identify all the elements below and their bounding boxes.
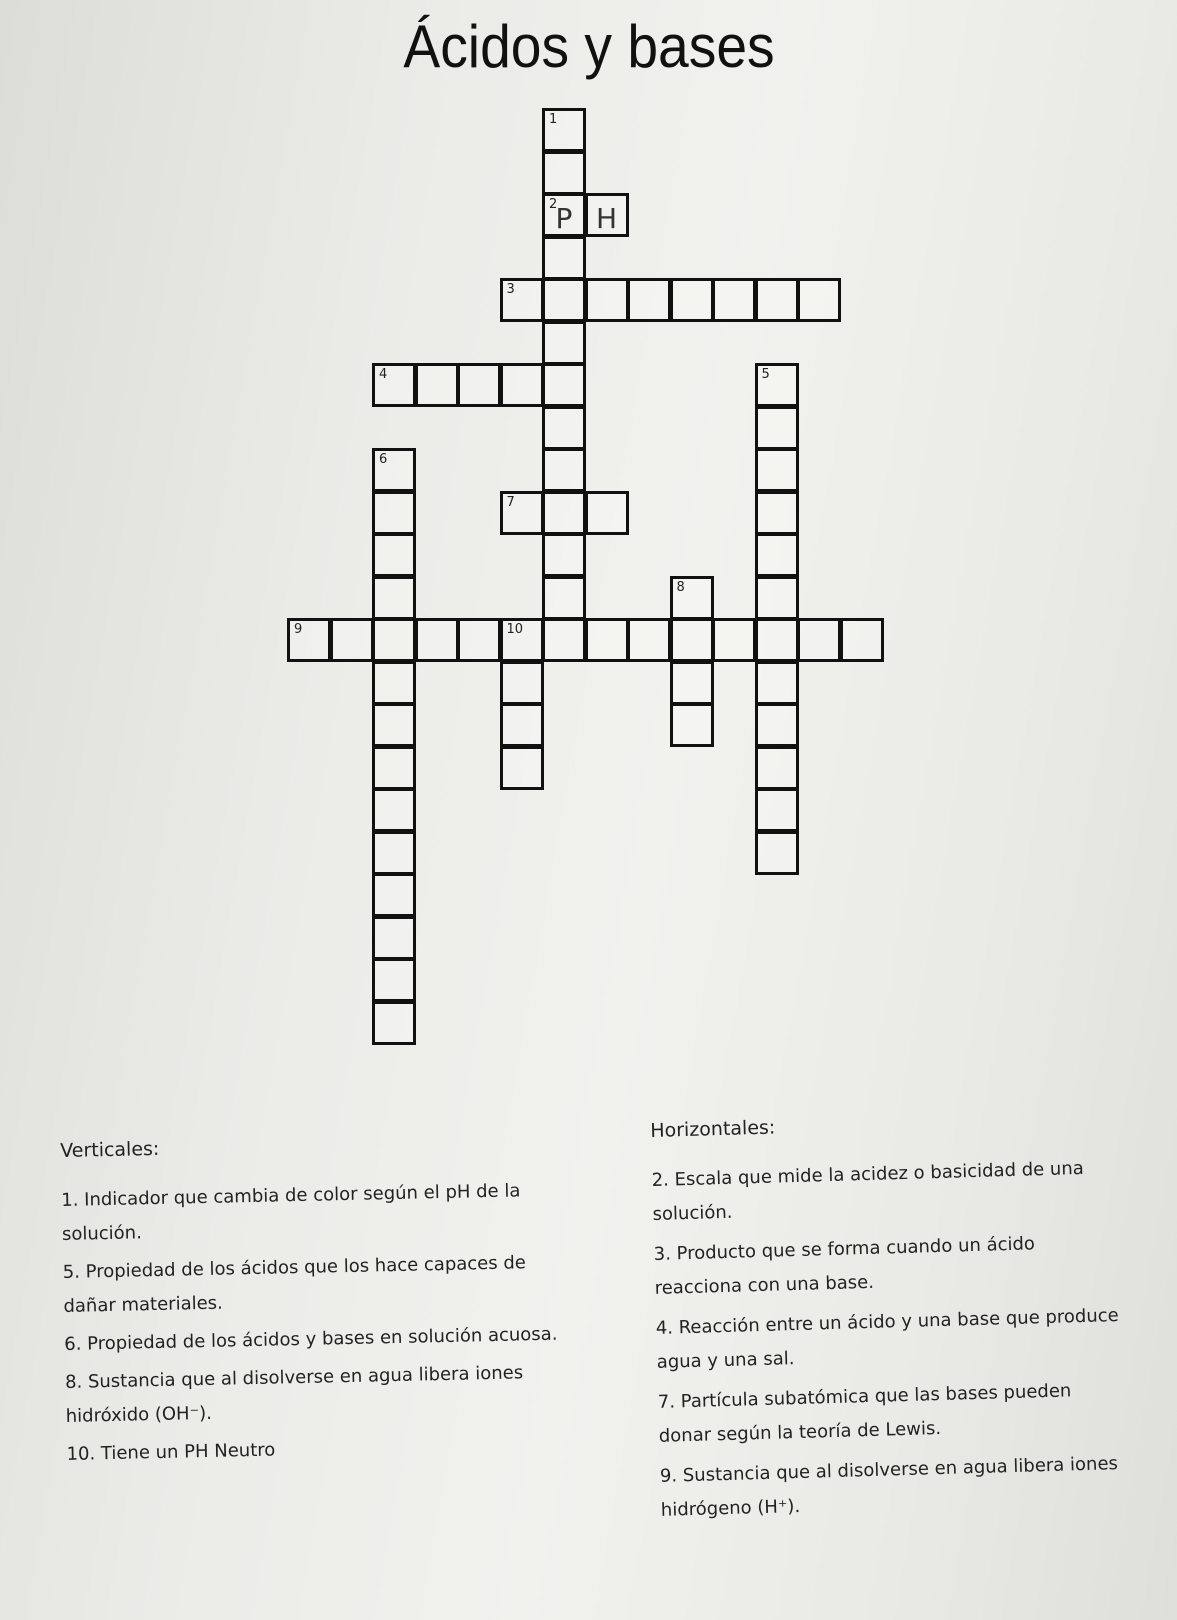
crossword-cell <box>755 491 799 535</box>
crossword-cell <box>372 363 416 407</box>
clue-5-down: 5. Propiedad de los ácidos que los hace capaces de dañar materiales. <box>62 1252 527 1317</box>
clue-2-across: 2. Escala que mide la acidez o basicidad de una solución. <box>651 1157 1085 1225</box>
crossword-cell <box>542 533 586 577</box>
crossword-cell <box>500 363 544 407</box>
crossword-cell <box>372 448 416 492</box>
crossword-cell <box>755 576 799 620</box>
crossword-cell <box>755 618 799 662</box>
crossword-cell <box>755 661 799 705</box>
clue-number: 10 <box>506 622 524 637</box>
clue-9-across: 9. Sustancia que al disolverse en agua libera iones hidrógeno (H⁺). <box>659 1453 1119 1521</box>
crossword-cell <box>670 278 714 322</box>
page-title: Ácidos y bases <box>403 13 775 80</box>
crossword-cell <box>542 321 586 365</box>
crossword-cell <box>542 108 586 152</box>
crossword-cell <box>372 576 416 620</box>
crossword-cell <box>372 533 416 577</box>
clue-number: 4 <box>379 367 388 382</box>
crossword-cell <box>542 448 586 492</box>
crossword-cell <box>755 831 799 875</box>
clue-number: 2 <box>549 197 558 212</box>
crossword-cell <box>500 618 544 662</box>
crossword-cell <box>670 576 714 620</box>
crossword-cell <box>585 618 629 662</box>
crossword-cell <box>415 618 459 662</box>
clue-number: 9 <box>294 622 303 637</box>
crossword-cell <box>840 618 884 662</box>
crossword-cell <box>372 873 416 917</box>
crossword-cell <box>670 618 714 662</box>
clue-10-down: 10. Tiene un PH Neutro <box>66 1439 276 1465</box>
crossword-cell <box>542 406 586 450</box>
crossword-cell <box>542 618 586 662</box>
horizontal-clues-heading: Horizontales: <box>650 1116 776 1142</box>
crossword-cell <box>542 363 586 407</box>
crossword-cell <box>457 618 501 662</box>
crossword-cell <box>542 193 586 237</box>
crossword-cell <box>372 491 416 535</box>
crossword-cell <box>670 661 714 705</box>
clue-8-down: 8. Sustancia que al disolverse en agua libera iones hidróxido (OH⁻). <box>64 1362 524 1427</box>
clue-3-across: 3. Producto que se forma cuando un ácido reacciona con una base. <box>653 1233 1036 1299</box>
crossword-cell <box>372 746 416 790</box>
crossword-cell <box>500 746 544 790</box>
crossword-cell <box>500 278 544 322</box>
crossword-cell <box>542 576 586 620</box>
crossword-cell <box>372 703 416 747</box>
crossword-cell <box>755 703 799 747</box>
crossword-cell <box>372 958 416 1002</box>
crossword-cell <box>712 618 756 662</box>
crossword-cell <box>755 533 799 577</box>
crossword-cell <box>755 788 799 832</box>
vertical-clues <box>60 1129 587 1476</box>
clue-number: 1 <box>549 112 558 127</box>
crossword-cell <box>542 236 586 280</box>
crossword-cell <box>542 151 586 195</box>
clue-4-across: 4. Reacción entre un ácido y una base que produce agua y una sal. <box>655 1304 1119 1373</box>
crossword-cell <box>797 278 841 322</box>
crossword-cell <box>755 406 799 450</box>
handwritten-letter: H <box>595 202 618 235</box>
crossword-cell <box>415 363 459 407</box>
crossword-cell <box>542 278 586 322</box>
crossword-cell <box>627 278 671 322</box>
crossword-cell <box>372 916 416 960</box>
crossword-cell <box>670 703 714 747</box>
clue-number: 6 <box>379 452 388 467</box>
crossword-cell <box>500 661 544 705</box>
crossword-cell <box>797 618 841 662</box>
crossword-cell <box>457 363 501 407</box>
crossword-cell <box>287 618 331 662</box>
clue-number: 8 <box>676 579 685 595</box>
crossword-cell <box>585 193 629 237</box>
vertical-clues-heading: Verticales: <box>60 1137 160 1162</box>
clue-number: 5 <box>761 367 770 382</box>
crossword-cell <box>755 746 799 790</box>
crossword-cell <box>500 491 544 535</box>
clue-7-across: 7. Partícula subatómica que las bases pueden donar según la teoría de Lewis. <box>657 1380 1072 1447</box>
crossword-cell <box>755 363 799 407</box>
horizontal-clues <box>650 1107 1131 1534</box>
crossword-cell <box>372 661 416 705</box>
clue-1-down: 1. Indicador que cambia de color según el pH de la solución. <box>61 1180 521 1245</box>
crossword-cell <box>542 491 586 535</box>
handwritten-letter: P <box>555 202 573 235</box>
crossword-cell <box>755 448 799 492</box>
crossword-cell <box>755 278 799 322</box>
crossword-cell <box>627 618 671 662</box>
crossword-cell <box>585 491 629 535</box>
crossword-cell <box>585 278 629 322</box>
crossword-cell <box>372 1001 416 1045</box>
crossword-cell <box>372 831 416 875</box>
crossword-cell <box>712 278 756 322</box>
crossword-cell <box>330 618 374 662</box>
clue-6-down: 6. Propiedad de los ácidos y bases en solución acuosa. <box>64 1323 558 1355</box>
crossword-cell <box>372 788 416 832</box>
crossword-cell <box>500 703 544 747</box>
clue-number: 7 <box>506 494 515 510</box>
clue-number: 3 <box>506 282 515 297</box>
crossword-cell <box>372 618 416 662</box>
